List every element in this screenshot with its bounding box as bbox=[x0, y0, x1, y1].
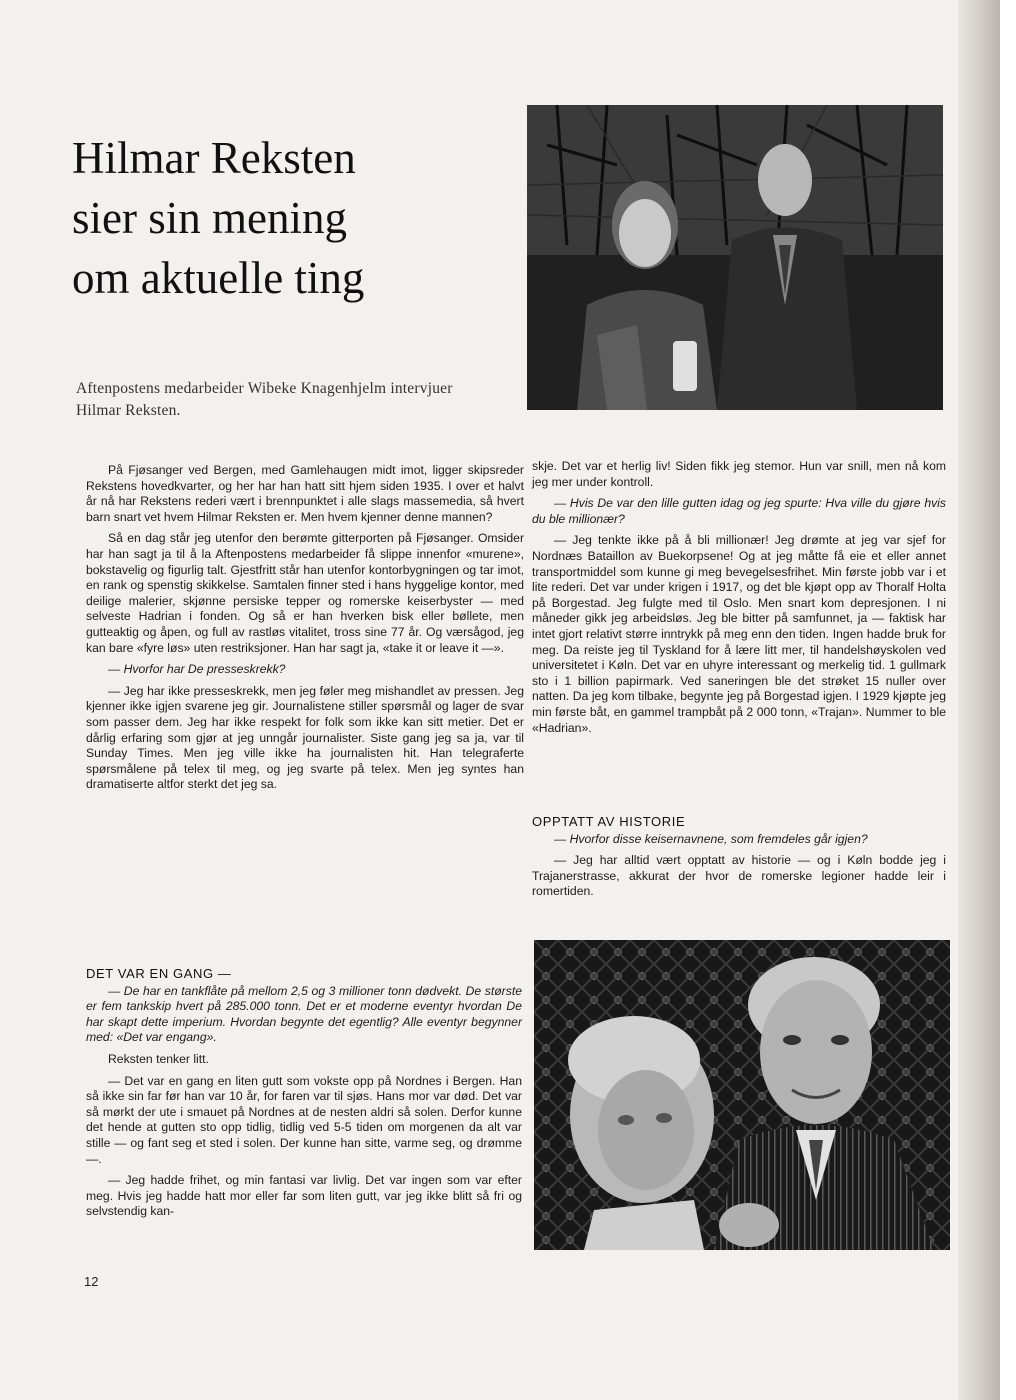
column-right-bottom bbox=[532, 814, 946, 906]
photo-couple-image bbox=[527, 105, 943, 410]
question-paragraph: — Hvorfor har De presseskrekk? bbox=[108, 662, 286, 677]
question-paragraph: — De har en tankflåte på mellom 2,5 og 3 millioner tonn dødvekt. De største er fem tankskip hvert på 285.000 tonn. Det er et moderne eventyr hvordan De har skapt dette imperium. Hvordan begynte det egentlig? Alle eventyr begynner med: «Det var engang». bbox=[86, 983, 522, 1045]
column-left-bottom bbox=[86, 966, 522, 1226]
title-line-3: om aktuelle ting bbox=[72, 253, 365, 303]
photo-reksten-image bbox=[534, 940, 950, 1250]
scan-margin bbox=[1000, 0, 1016, 1400]
column-left-top bbox=[86, 463, 524, 799]
photo-couple bbox=[527, 105, 943, 410]
section-heading: DET VAR EN GANG — bbox=[86, 966, 232, 981]
paragraph: — Jeg tenkte ikke på å bli millionær! Jeg drømte at jeg var sjef for Nordnæs Bataillon av Buekorpsene! Og at jeg måtte få eie et eller annet transportmiddel som kunne gi meg bevegelsesfrihet. Min første jobb var i et lite rederi. Det var under krigen i 1917, og det ble kjøpt opp av Thoralf Holta på Borgestad. Jeg fulgte med til Oslo. Men snart kom depresjonen. I ni måneder gikk jeg arbeidsløs. Jeg ble bitter på samfunnet, ja — faktisk har intet gjort relativt større inntrykk på meg enn den tiden. Ingen hadde bruk for meg. Da reiste jeg til Tyskland for å lære litt mer, til handelshøyskolen ved universitetet i Køln. Det var en uhyre interessant og merkelig tid. 1 gullmark sto i 1 billion papirmark. Ved saneringen ble det strøket 15 nuller over natten. Da jeg kom tilbake, begynte jeg på Borgestad igjen. I 1929 kjøpte jeg min første båt, en gammel trampbåt på 2 000 tonn, «Trajan». Nummer to ble «Hadrian». bbox=[532, 533, 946, 735]
section-heading: OPPTATT AV HISTORIE bbox=[532, 814, 686, 829]
paragraph: På Fjøsanger ved Bergen, med Gamlehaugen midt imot, ligger skipsreder Rekstens hovedkvarter, og her har han hatt sitt hjem siden 1935. I over et halvt år nå har Rekstens rederi vært i brennpunktet i alle slags massemedia, så hvert barn snart vet hvem Hilmar Reksten er. Men hvem kjenner denne mannen? bbox=[86, 463, 524, 524]
article-dek: Aftenpostens medarbeider Wibeke Knagenhjelm intervjuer Hilmar Reksten. bbox=[76, 380, 453, 419]
title-line-2: sier sin mening bbox=[72, 193, 347, 243]
paragraph: — Jeg har ikke presseskrekk, men jeg føler meg mishandlet av pressen. Jeg kjenner ikke igjen svarene jeg gir. Journalistene stiller spørsmål og lager de svar som passer dem. Jeg har ikke respekt for folk som ikke kan sitt metier. Det er dårlig erfaring som gjør at jeg unngår journalister. Siste gang jeg sa ja, var til Sunday Times. Men jeg ville ikke ha journalisten hit. Han telegraferte spørsmålene på telex til meg, og jeg svarte på telex. Men jeg syntes han dramatiserte altfor sterkt det jeg sa. bbox=[86, 683, 524, 792]
question-paragraph: — Hvorfor disse keisernavnene, som fremdeles går igjen? bbox=[554, 831, 868, 846]
paragraph: skje. Det var et herlig liv! Siden fikk jeg stemor. Hun var snill, men nå kom jeg mer under kontroll. bbox=[532, 459, 946, 489]
question-paragraph: — Hvis De var den lille gutten idag og jeg spurte: Hva ville du gjøre hvis du ble millionær? bbox=[532, 496, 946, 526]
title-line-1: Hilmar Reksten bbox=[72, 133, 356, 183]
column-right-top bbox=[532, 459, 946, 742]
paragraph: Så en dag står jeg utenfor den berømte gitterporten på Fjøsanger. Omsider har han sagt ja til å la Aftenpostens medarbeider få slippe innenfor «murene», bokstavelig og figurlig talt. Gjestfritt står han utenfor kontorbygningen og tar imot, en rank og spenstig skikkelse. Samtalen finner sted i hans hyggelige kontor, med deilige malerier, skjønne persiske tepper og romerske keiserbyster — med selveste Hadrian i fonden. Og så er han hverken bisk eller bøllete, men gutteaktig og åpen, og full av rastløs vitalitet, tross sine 77 år. Og værsågod, jeg kan bare «fyre løs» uten restriksjoner. Han har sagt ja, «take it or leave it —». bbox=[86, 531, 524, 655]
page-edge-shadow bbox=[958, 0, 1000, 1400]
paragraph: — Det var en gang en liten gutt som vokste opp på Nordnes i Bergen. Han så ikke sin far før han var 10 år, for faren var til sjøs. Hans mor var død. Det var så mørkt der ute i smauet på Nordnes at de nesten aldri så solen. Derfor kunne det hende at gutten sto opp tidlig, tidlig ved 5-5 tiden om morgenen da alt var stille — og fant seg et sted i solen. Der kunne han sitte, varme seg, og drømme —. bbox=[86, 1073, 522, 1166]
paragraph: — Jeg har alltid vært opptatt av historie — og i Køln bodde jeg i Trajanerstrasse, akkurat der hvor de romerske legioner hadde leir i romertiden. bbox=[532, 853, 946, 899]
paragraph: — Jeg hadde frihet, og min fantasi var livlig. Det var ingen som var efter meg. Hvis jeg hadde hatt mor eller far som liten gutt, var jeg ikke blitt så fri og selvstendig kan- bbox=[86, 1173, 522, 1219]
photo-reksten-with-bust bbox=[534, 940, 950, 1250]
paragraph: Reksten tenker litt. bbox=[108, 1051, 209, 1066]
article-title bbox=[72, 128, 512, 308]
page-number: 12 bbox=[84, 1274, 99, 1289]
